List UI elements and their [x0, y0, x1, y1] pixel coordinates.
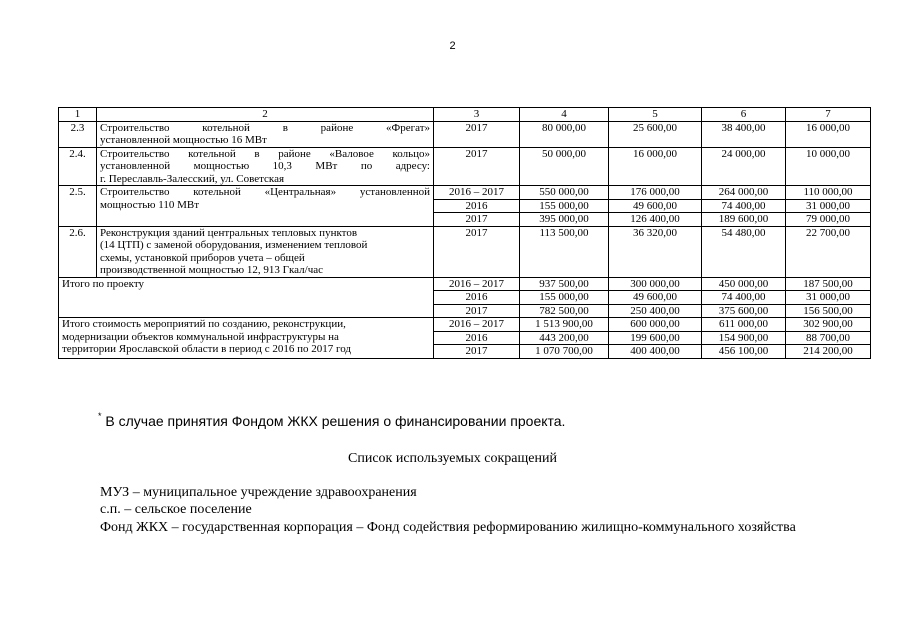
table-row	[59, 186, 871, 200]
row-year: 2017	[434, 304, 520, 318]
row-value-col4: 155 000,00	[520, 291, 609, 305]
row-value-col6: 24 000,00	[702, 147, 786, 186]
row-value-col5: 16 000,00	[609, 147, 702, 186]
row-value-col6: 54 480,00	[702, 226, 786, 277]
total-project-label: Итого по проекту	[59, 277, 434, 318]
row-value-col6: 189 600,00	[702, 213, 786, 227]
row-year: 2016 – 2017	[434, 277, 520, 291]
row-value-col6: 456 100,00	[702, 345, 786, 359]
table-row	[59, 226, 871, 277]
row-value-col4: 550 000,00	[520, 186, 609, 200]
footnote-text: В случае принятия Фондом ЖКХ решения о финансировании проекта.	[101, 413, 566, 429]
row-name: Строительство котельной в районе «Валовое кольцо» установленной мощностью 10,3 МВт по адресу: г. Переславль-Залесский, ул. Советская	[97, 147, 434, 186]
header-cell: 4	[520, 108, 609, 122]
abbreviation-item: с.п. – сельское поселение	[100, 502, 252, 517]
row-value-col7: 22 700,00	[786, 226, 871, 277]
row-value-col4: 1 513 900,00	[520, 318, 609, 332]
row-year: 2016	[434, 199, 520, 213]
row-value-col5: 400 400,00	[609, 345, 702, 359]
row-year: 2017	[434, 147, 520, 186]
header-cell: 2	[97, 108, 434, 122]
abbreviation-item: Фонд ЖКХ – государственная корпорация – Фонд содействия реформированию жилищно-коммунального хозяйства	[100, 520, 796, 535]
row-number: 2.4.	[59, 147, 97, 186]
row-value-col4: 1 070 700,00	[520, 345, 609, 359]
row-year: 2017	[434, 121, 520, 147]
row-value-col6: 154 900,00	[702, 331, 786, 345]
row-number: 2.5.	[59, 186, 97, 227]
header-cell: 3	[434, 108, 520, 122]
abbreviation-item: МУЗ – муниципальное учреждение здравоохранения	[100, 485, 417, 500]
row-value-col7: 16 000,00	[786, 121, 871, 147]
financing-table	[58, 107, 871, 359]
row-value-col7: 302 900,00	[786, 318, 871, 332]
footnote	[98, 411, 565, 429]
table-header-row	[59, 108, 871, 122]
row-value-col6: 38 400,00	[702, 121, 786, 147]
row-value-col7: 187 500,00	[786, 277, 871, 291]
row-value-col5: 49 600,00	[609, 199, 702, 213]
total-project-row	[59, 277, 871, 291]
row-number: 2.3	[59, 121, 97, 147]
footnote-mark: *	[98, 411, 102, 421]
row-value-col7: 31 000,00	[786, 199, 871, 213]
row-value-col5: 199 600,00	[609, 331, 702, 345]
row-value-col6: 611 000,00	[702, 318, 786, 332]
row-value-col4: 443 200,00	[520, 331, 609, 345]
row-year: 2016 – 2017	[434, 186, 520, 200]
row-value-col5: 36 320,00	[609, 226, 702, 277]
row-value-col5: 126 400,00	[609, 213, 702, 227]
total-cost-label: Итого стоимость мероприятий по созданию, реконструкции, модернизации объектов коммунальной инфраструктуры на территории Ярославской области в период с 2016 по 2017 год	[59, 318, 434, 359]
row-value-col5: 300 000,00	[609, 277, 702, 291]
row-value-col5: 49 600,00	[609, 291, 702, 305]
row-value-col7: 31 000,00	[786, 291, 871, 305]
row-value-col7: 10 000,00	[786, 147, 871, 186]
row-year: 2016 – 2017	[434, 318, 520, 332]
row-name: Реконструкция зданий центральных тепловых пунктов (14 ЦТП) с заменой оборудования, изменением тепловой схемы, установкой приборов учета – общей производственной мощностью 12, 913 Гкал/час	[97, 226, 434, 277]
row-value-col6: 74 400,00	[702, 199, 786, 213]
row-value-col5: 176 000,00	[609, 186, 702, 200]
row-number: 2.6.	[59, 226, 97, 277]
header-cell: 5	[609, 108, 702, 122]
row-value-col5: 250 400,00	[609, 304, 702, 318]
header-cell: 6	[702, 108, 786, 122]
header-cell: 1	[59, 108, 97, 122]
row-value-col6: 74 400,00	[702, 291, 786, 305]
row-value-col4: 395 000,00	[520, 213, 609, 227]
row-year: 2016	[434, 331, 520, 345]
table-row	[59, 121, 871, 147]
row-value-col6: 375 600,00	[702, 304, 786, 318]
total-cost-row	[59, 318, 871, 332]
row-value-col7: 156 500,00	[786, 304, 871, 318]
row-value-col7: 110 000,00	[786, 186, 871, 200]
table-row	[59, 147, 871, 186]
row-name: Строительство котельной «Центральная» установленной мощностью 110 МВт	[97, 186, 434, 227]
row-value-col4: 782 500,00	[520, 304, 609, 318]
row-value-col6: 450 000,00	[702, 277, 786, 291]
row-value-col4: 80 000,00	[520, 121, 609, 147]
row-value-col7: 79 000,00	[786, 213, 871, 227]
row-value-col7: 214 200,00	[786, 345, 871, 359]
row-value-col5: 600 000,00	[609, 318, 702, 332]
header-cell: 7	[786, 108, 871, 122]
row-value-col4: 50 000,00	[520, 147, 609, 186]
row-value-col6: 264 000,00	[702, 186, 786, 200]
row-name: Строительство котельной в районе «Фрегат» установленной мощностью 16 МВт	[97, 121, 434, 147]
row-year: 2016	[434, 291, 520, 305]
page-number: 2	[449, 40, 456, 52]
row-year: 2017	[434, 213, 520, 227]
row-value-col7: 88 700,00	[786, 331, 871, 345]
row-year: 2017	[434, 226, 520, 277]
row-year: 2017	[434, 345, 520, 359]
row-value-col4: 937 500,00	[520, 277, 609, 291]
row-value-col4: 113 500,00	[520, 226, 609, 277]
abbreviations-title: Список используемых сокращений	[348, 451, 557, 466]
row-value-col4: 155 000,00	[520, 199, 609, 213]
row-value-col5: 25 600,00	[609, 121, 702, 147]
